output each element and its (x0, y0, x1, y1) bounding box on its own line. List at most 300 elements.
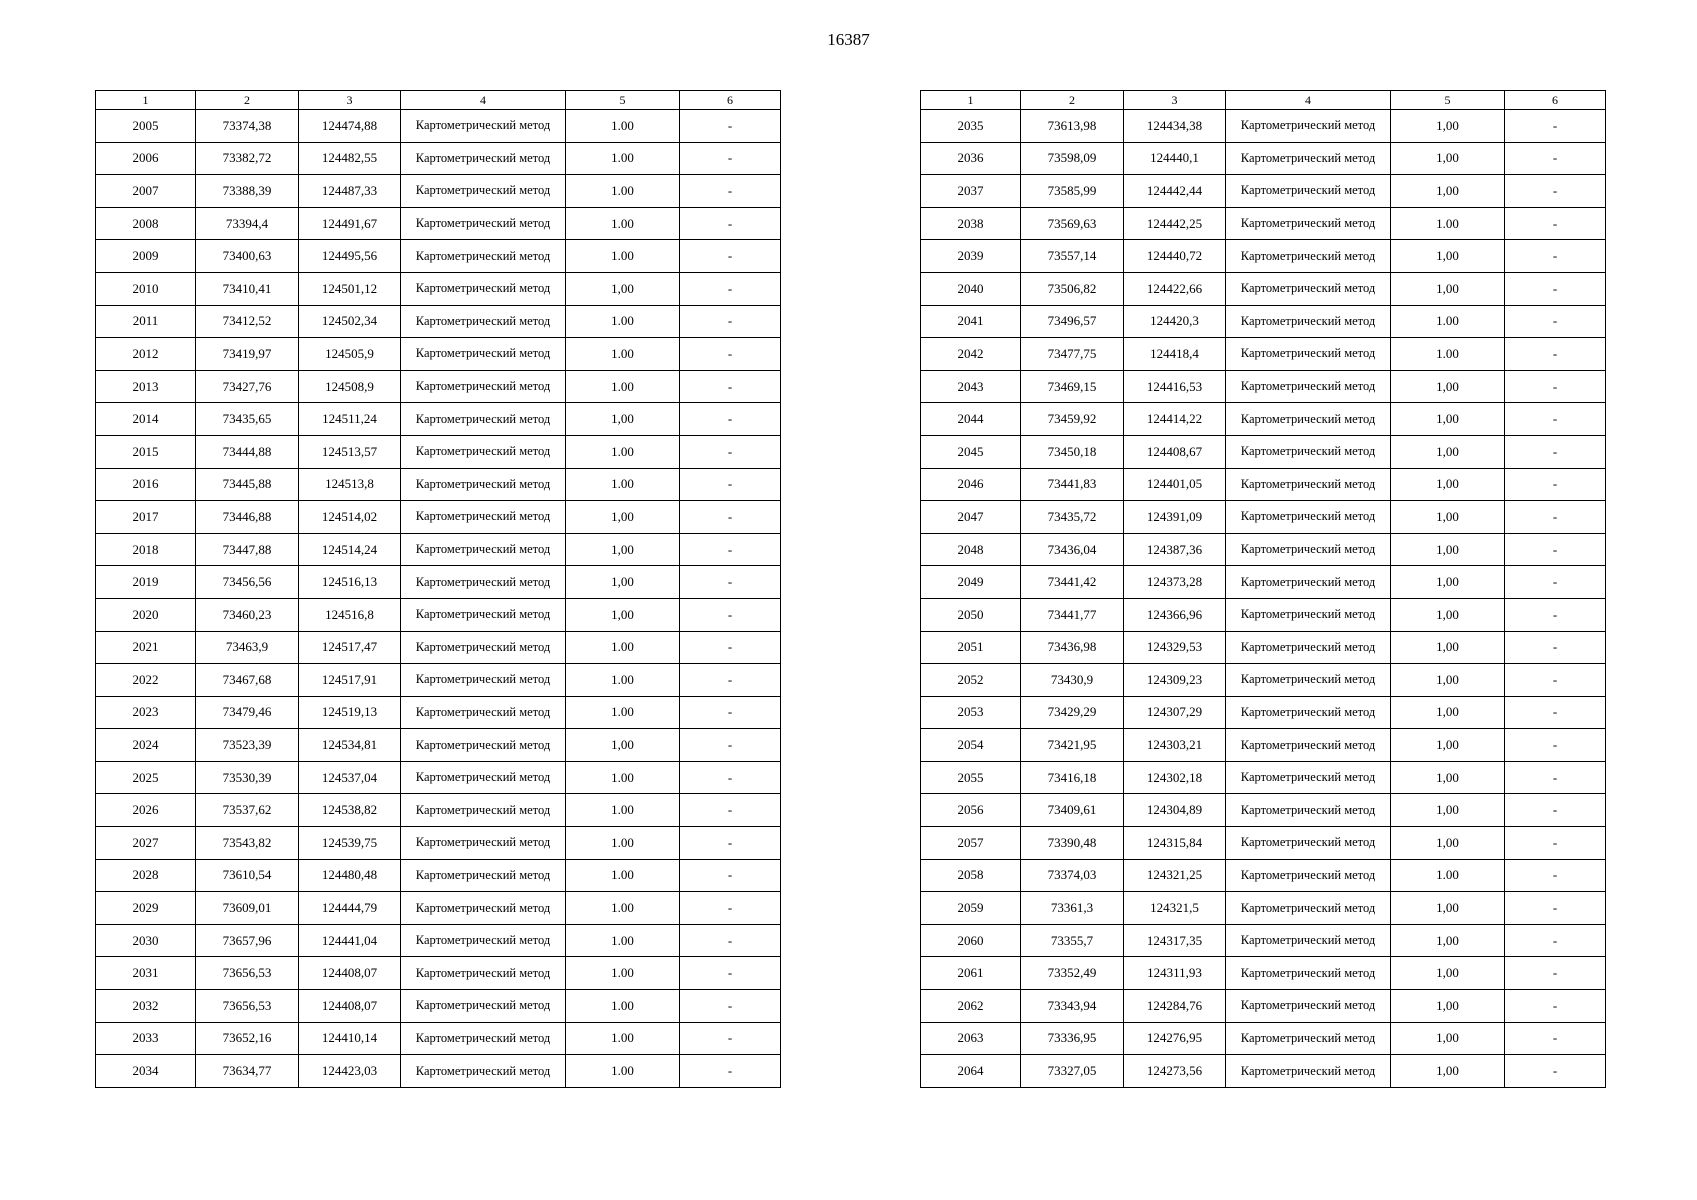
x-coordinate-cell: 73450,18 (1021, 435, 1124, 468)
point-number-cell: 2036 (921, 142, 1021, 175)
table-row (921, 827, 1606, 860)
y-coordinate-cell: 124442,44 (1124, 175, 1226, 208)
description-cell: - (680, 794, 781, 827)
x-coordinate-cell: 73390,48 (1021, 827, 1124, 860)
x-coordinate-cell: 73477,75 (1021, 338, 1124, 371)
y-coordinate-cell: 124513,57 (299, 435, 401, 468)
x-coordinate-cell: 73336,95 (1021, 1022, 1124, 1055)
y-coordinate-cell: 124416,53 (1124, 370, 1226, 403)
point-number-cell: 2038 (921, 207, 1021, 240)
x-coordinate-cell: 73427,76 (196, 370, 299, 403)
y-coordinate-cell: 124420,3 (1124, 305, 1226, 338)
description-cell: - (680, 957, 781, 990)
accuracy-cell: 1,00 (1391, 761, 1505, 794)
point-number-cell: 2014 (96, 403, 196, 436)
table-row (921, 598, 1606, 631)
point-number-cell: 2030 (96, 924, 196, 957)
coordinates-table-left (95, 90, 781, 1088)
y-coordinate-cell: 124401,05 (1124, 468, 1226, 501)
method-cell: Картометрический метод (401, 435, 566, 468)
point-number-cell: 2017 (96, 501, 196, 534)
y-coordinate-cell: 124317,35 (1124, 924, 1226, 957)
point-number-cell: 2040 (921, 272, 1021, 305)
description-cell: - (680, 990, 781, 1023)
x-coordinate-cell: 73352,49 (1021, 957, 1124, 990)
table-row (96, 240, 781, 273)
point-number-cell: 2042 (921, 338, 1021, 371)
accuracy-cell: 1,00 (566, 272, 680, 305)
description-cell: - (1505, 501, 1606, 534)
description-cell: - (1505, 435, 1606, 468)
y-coordinate-cell: 124516,8 (299, 598, 401, 631)
description-cell: - (680, 142, 781, 175)
method-cell: Картометрический метод (401, 1055, 566, 1088)
table-header (921, 91, 1606, 110)
method-cell: Картометрический метод (1226, 924, 1391, 957)
y-coordinate-cell: 124495,56 (299, 240, 401, 273)
y-coordinate-cell: 124514,02 (299, 501, 401, 534)
method-cell: Картометрический метод (401, 761, 566, 794)
y-coordinate-cell: 124423,03 (299, 1055, 401, 1088)
method-cell: Картометрический метод (401, 957, 566, 990)
column-header-5: 5 (1391, 91, 1505, 110)
description-cell: - (1505, 696, 1606, 729)
description-cell: - (680, 1022, 781, 1055)
accuracy-cell: 1.00 (566, 110, 680, 143)
accuracy-cell: 1,00 (1391, 827, 1505, 860)
y-coordinate-cell: 124307,29 (1124, 696, 1226, 729)
description-cell: - (680, 892, 781, 925)
y-coordinate-cell: 124284,76 (1124, 990, 1226, 1023)
description-cell: - (1505, 631, 1606, 664)
accuracy-cell: 1,00 (1391, 435, 1505, 468)
point-number-cell: 2008 (96, 207, 196, 240)
table-body (96, 110, 781, 1088)
accuracy-cell: 1,00 (1391, 990, 1505, 1023)
x-coordinate-cell: 73456,56 (196, 566, 299, 599)
x-coordinate-cell: 73430,9 (1021, 664, 1124, 697)
accuracy-cell: 1.00 (1391, 859, 1505, 892)
y-coordinate-cell: 124373,28 (1124, 566, 1226, 599)
method-cell: Картометрический метод (401, 566, 566, 599)
method-cell: Картометрический метод (1226, 664, 1391, 697)
table-row (96, 305, 781, 338)
point-number-cell: 2049 (921, 566, 1021, 599)
table-row (96, 729, 781, 762)
x-coordinate-cell: 73441,77 (1021, 598, 1124, 631)
column-header-6: 6 (1505, 91, 1606, 110)
table-row (921, 631, 1606, 664)
description-cell: - (1505, 338, 1606, 371)
accuracy-cell: 1,00 (1391, 240, 1505, 273)
y-coordinate-cell: 124538,82 (299, 794, 401, 827)
method-cell: Картометрический метод (1226, 827, 1391, 860)
method-cell: Картометрический метод (401, 305, 566, 338)
accuracy-cell: 1,00 (1391, 1055, 1505, 1088)
table-row (921, 207, 1606, 240)
method-cell: Картометрический метод (1226, 175, 1391, 208)
table-header (96, 91, 781, 110)
accuracy-cell: 1.00 (566, 631, 680, 664)
accuracy-cell: 1.00 (566, 338, 680, 371)
table-row (96, 696, 781, 729)
column-header-4: 4 (1226, 91, 1391, 110)
description-cell: - (1505, 1055, 1606, 1088)
table-row (921, 859, 1606, 892)
method-cell: Картометрический метод (1226, 1055, 1391, 1088)
method-cell: Картометрический метод (1226, 794, 1391, 827)
accuracy-cell: 1,00 (566, 501, 680, 534)
description-cell: - (680, 370, 781, 403)
method-cell: Картометрический метод (401, 924, 566, 957)
point-number-cell: 2033 (96, 1022, 196, 1055)
accuracy-cell: 1,00 (566, 729, 680, 762)
description-cell: - (680, 207, 781, 240)
table-row (96, 794, 781, 827)
method-cell: Картометрический метод (401, 207, 566, 240)
description-cell: - (1505, 924, 1606, 957)
description-cell: - (680, 761, 781, 794)
x-coordinate-cell: 73343,94 (1021, 990, 1124, 1023)
y-coordinate-cell: 124387,36 (1124, 533, 1226, 566)
method-cell: Картометрический метод (401, 110, 566, 143)
x-coordinate-cell: 73652,16 (196, 1022, 299, 1055)
method-cell: Картометрический метод (1226, 435, 1391, 468)
y-coordinate-cell: 124474,88 (299, 110, 401, 143)
description-cell: - (1505, 598, 1606, 631)
description-cell: - (680, 305, 781, 338)
description-cell: - (680, 338, 781, 371)
table-row (96, 990, 781, 1023)
x-coordinate-cell: 73327,05 (1021, 1055, 1124, 1088)
table-row (921, 1055, 1606, 1088)
x-coordinate-cell: 73447,88 (196, 533, 299, 566)
description-cell: - (1505, 175, 1606, 208)
accuracy-cell: 1.00 (566, 1022, 680, 1055)
x-coordinate-cell: 73506,82 (1021, 272, 1124, 305)
description-cell: - (1505, 403, 1606, 436)
description-cell: - (680, 664, 781, 697)
table-row (96, 631, 781, 664)
y-coordinate-cell: 124491,67 (299, 207, 401, 240)
table-row (96, 859, 781, 892)
column-header-1: 1 (921, 91, 1021, 110)
point-number-cell: 2012 (96, 338, 196, 371)
point-number-cell: 2015 (96, 435, 196, 468)
y-coordinate-cell: 124311,93 (1124, 957, 1226, 990)
table-row (921, 110, 1606, 143)
point-number-cell: 2051 (921, 631, 1021, 664)
table-row (96, 338, 781, 371)
point-number-cell: 2032 (96, 990, 196, 1023)
method-cell: Картометрический метод (401, 142, 566, 175)
description-cell: - (1505, 468, 1606, 501)
description-cell: - (680, 501, 781, 534)
method-cell: Картометрический метод (1226, 892, 1391, 925)
accuracy-cell: 1,00 (1391, 142, 1505, 175)
method-cell: Картометрический метод (1226, 403, 1391, 436)
point-number-cell: 2062 (921, 990, 1021, 1023)
table-row (921, 305, 1606, 338)
point-number-cell: 2005 (96, 110, 196, 143)
x-coordinate-cell: 73436,98 (1021, 631, 1124, 664)
point-number-cell: 2016 (96, 468, 196, 501)
description-cell: - (680, 240, 781, 273)
y-coordinate-cell: 124539,75 (299, 827, 401, 860)
accuracy-cell: 1.00 (566, 1055, 680, 1088)
column-header-6: 6 (680, 91, 781, 110)
x-coordinate-cell: 73435,72 (1021, 501, 1124, 534)
accuracy-cell: 1,00 (1391, 566, 1505, 599)
header-row (921, 91, 1606, 110)
accuracy-cell: 1.00 (566, 990, 680, 1023)
x-coordinate-cell: 73446,88 (196, 501, 299, 534)
y-coordinate-cell: 124501,12 (299, 272, 401, 305)
accuracy-cell: 1.00 (566, 468, 680, 501)
x-coordinate-cell: 73421,95 (1021, 729, 1124, 762)
column-header-3: 3 (1124, 91, 1226, 110)
table-row (96, 403, 781, 436)
method-cell: Картометрический метод (401, 859, 566, 892)
description-cell: - (1505, 761, 1606, 794)
point-number-cell: 2058 (921, 859, 1021, 892)
table-row (921, 566, 1606, 599)
description-cell: - (680, 598, 781, 631)
point-number-cell: 2026 (96, 794, 196, 827)
x-coordinate-cell: 73656,53 (196, 990, 299, 1023)
point-number-cell: 2025 (96, 761, 196, 794)
description-cell: - (1505, 207, 1606, 240)
accuracy-cell: 1.00 (566, 305, 680, 338)
point-number-cell: 2031 (96, 957, 196, 990)
description-cell: - (680, 827, 781, 860)
point-number-cell: 2055 (921, 761, 1021, 794)
point-number-cell: 2061 (921, 957, 1021, 990)
description-cell: - (1505, 533, 1606, 566)
point-number-cell: 2007 (96, 175, 196, 208)
x-coordinate-cell: 73459,92 (1021, 403, 1124, 436)
method-cell: Картометрический метод (1226, 468, 1391, 501)
x-coordinate-cell: 73613,98 (1021, 110, 1124, 143)
method-cell: Картометрический метод (401, 468, 566, 501)
accuracy-cell: 1.00 (1391, 338, 1505, 371)
method-cell: Картометрический метод (401, 533, 566, 566)
x-coordinate-cell: 73361,3 (1021, 892, 1124, 925)
x-coordinate-cell: 73657,96 (196, 924, 299, 957)
x-coordinate-cell: 73388,39 (196, 175, 299, 208)
x-coordinate-cell: 73441,42 (1021, 566, 1124, 599)
table-row (921, 175, 1606, 208)
column-header-2: 2 (196, 91, 299, 110)
x-coordinate-cell: 73634,77 (196, 1055, 299, 1088)
header-row (96, 91, 781, 110)
y-coordinate-cell: 124508,9 (299, 370, 401, 403)
y-coordinate-cell: 124276,95 (1124, 1022, 1226, 1055)
point-number-cell: 2027 (96, 827, 196, 860)
table-row (921, 1022, 1606, 1055)
table-row (96, 598, 781, 631)
description-cell: - (680, 631, 781, 664)
x-coordinate-cell: 73355,7 (1021, 924, 1124, 957)
y-coordinate-cell: 124517,91 (299, 664, 401, 697)
point-number-cell: 2044 (921, 403, 1021, 436)
accuracy-cell: 1,00 (566, 533, 680, 566)
table-row (96, 761, 781, 794)
x-coordinate-cell: 73416,18 (1021, 761, 1124, 794)
description-cell: - (1505, 859, 1606, 892)
method-cell: Картометрический метод (401, 501, 566, 534)
y-coordinate-cell: 124408,07 (299, 957, 401, 990)
point-number-cell: 2064 (921, 1055, 1021, 1088)
x-coordinate-cell: 73569,63 (1021, 207, 1124, 240)
table-row (96, 468, 781, 501)
table-row (96, 1022, 781, 1055)
y-coordinate-cell: 124519,13 (299, 696, 401, 729)
point-number-cell: 2023 (96, 696, 196, 729)
x-coordinate-cell: 73394,4 (196, 207, 299, 240)
table-row (96, 924, 781, 957)
point-number-cell: 2018 (96, 533, 196, 566)
column-header-3: 3 (299, 91, 401, 110)
y-coordinate-cell: 124511,24 (299, 403, 401, 436)
accuracy-cell: 1,00 (1391, 924, 1505, 957)
accuracy-cell: 1.00 (566, 207, 680, 240)
description-cell: - (680, 924, 781, 957)
column-header-1: 1 (96, 91, 196, 110)
y-coordinate-cell: 124482,55 (299, 142, 401, 175)
method-cell: Картометрический метод (401, 240, 566, 273)
accuracy-cell: 1,00 (1391, 175, 1505, 208)
x-coordinate-cell: 73441,83 (1021, 468, 1124, 501)
column-header-4: 4 (401, 91, 566, 110)
table-row (96, 272, 781, 305)
accuracy-cell: 1.00 (566, 664, 680, 697)
description-cell: - (680, 859, 781, 892)
column-header-2: 2 (1021, 91, 1124, 110)
point-number-cell: 2045 (921, 435, 1021, 468)
point-number-cell: 2039 (921, 240, 1021, 273)
table-row (921, 924, 1606, 957)
x-coordinate-cell: 73460,23 (196, 598, 299, 631)
page-number: 16387 (827, 30, 870, 49)
description-cell: - (1505, 827, 1606, 860)
point-number-cell: 2056 (921, 794, 1021, 827)
description-cell: - (1505, 272, 1606, 305)
x-coordinate-cell: 73419,97 (196, 338, 299, 371)
method-cell: Картометрический метод (401, 598, 566, 631)
point-number-cell: 2053 (921, 696, 1021, 729)
accuracy-cell: 1,00 (566, 598, 680, 631)
accuracy-cell: 1,00 (1391, 1022, 1505, 1055)
point-number-cell: 2022 (96, 664, 196, 697)
x-coordinate-cell: 73610,54 (196, 859, 299, 892)
table-row (921, 370, 1606, 403)
point-number-cell: 2013 (96, 370, 196, 403)
accuracy-cell: 1.00 (1391, 305, 1505, 338)
accuracy-cell: 1.00 (566, 435, 680, 468)
point-number-cell: 2057 (921, 827, 1021, 860)
description-cell: - (680, 566, 781, 599)
table-row (96, 533, 781, 566)
y-coordinate-cell: 124534,81 (299, 729, 401, 762)
x-coordinate-cell: 73530,39 (196, 761, 299, 794)
description-cell: - (680, 729, 781, 762)
method-cell: Картометрический метод (401, 272, 566, 305)
x-coordinate-cell: 73435,65 (196, 403, 299, 436)
point-number-cell: 2050 (921, 598, 1021, 631)
method-cell: Картометрический метод (1226, 207, 1391, 240)
accuracy-cell: 1,00 (1391, 631, 1505, 664)
method-cell: Картометрический метод (401, 990, 566, 1023)
description-cell: - (1505, 566, 1606, 599)
table-row (921, 435, 1606, 468)
table-row (921, 957, 1606, 990)
table-row (96, 501, 781, 534)
accuracy-cell: 1.00 (566, 794, 680, 827)
point-number-cell: 2043 (921, 370, 1021, 403)
description-cell: - (680, 435, 781, 468)
table-row (921, 272, 1606, 305)
y-coordinate-cell: 124321,25 (1124, 859, 1226, 892)
accuracy-cell: 1,00 (1391, 957, 1505, 990)
description-cell: - (680, 1055, 781, 1088)
method-cell: Картометрический метод (401, 1022, 566, 1055)
y-coordinate-cell: 124440,72 (1124, 240, 1226, 273)
description-cell: - (680, 110, 781, 143)
method-cell: Картометрический метод (1226, 305, 1391, 338)
accuracy-cell: 1,00 (1391, 370, 1505, 403)
description-cell: - (1505, 370, 1606, 403)
table-row (96, 957, 781, 990)
x-coordinate-cell: 73429,29 (1021, 696, 1124, 729)
accuracy-cell: 1,00 (1391, 533, 1505, 566)
method-cell: Картометрический метод (1226, 761, 1391, 794)
table-row (96, 1055, 781, 1088)
y-coordinate-cell: 124444,79 (299, 892, 401, 925)
accuracy-cell: 1,00 (1391, 664, 1505, 697)
y-coordinate-cell: 124302,18 (1124, 761, 1226, 794)
y-coordinate-cell: 124329,53 (1124, 631, 1226, 664)
table-row (921, 468, 1606, 501)
table-row (921, 892, 1606, 925)
description-cell: - (1505, 142, 1606, 175)
accuracy-cell: 1,00 (1391, 598, 1505, 631)
method-cell: Картометрический метод (1226, 338, 1391, 371)
method-cell: Картометрический метод (1226, 272, 1391, 305)
column-header-5: 5 (566, 91, 680, 110)
accuracy-cell: 1,00 (1391, 501, 1505, 534)
point-number-cell: 2059 (921, 892, 1021, 925)
x-coordinate-cell: 73400,63 (196, 240, 299, 273)
y-coordinate-cell: 124517,47 (299, 631, 401, 664)
accuracy-cell: 1,00 (1391, 892, 1505, 925)
point-number-cell: 2009 (96, 240, 196, 273)
y-coordinate-cell: 124422,66 (1124, 272, 1226, 305)
method-cell: Картометрический метод (401, 827, 566, 860)
accuracy-cell: 1.00 (566, 175, 680, 208)
table-row (96, 207, 781, 240)
y-coordinate-cell: 124418,4 (1124, 338, 1226, 371)
table-row (921, 142, 1606, 175)
table-row (96, 892, 781, 925)
method-cell: Картометрический метод (1226, 990, 1391, 1023)
accuracy-cell: 1,00 (1391, 403, 1505, 436)
x-coordinate-cell: 73463,9 (196, 631, 299, 664)
table-row (921, 664, 1606, 697)
x-coordinate-cell: 73374,03 (1021, 859, 1124, 892)
method-cell: Картометрический метод (401, 729, 566, 762)
point-number-cell: 2052 (921, 664, 1021, 697)
